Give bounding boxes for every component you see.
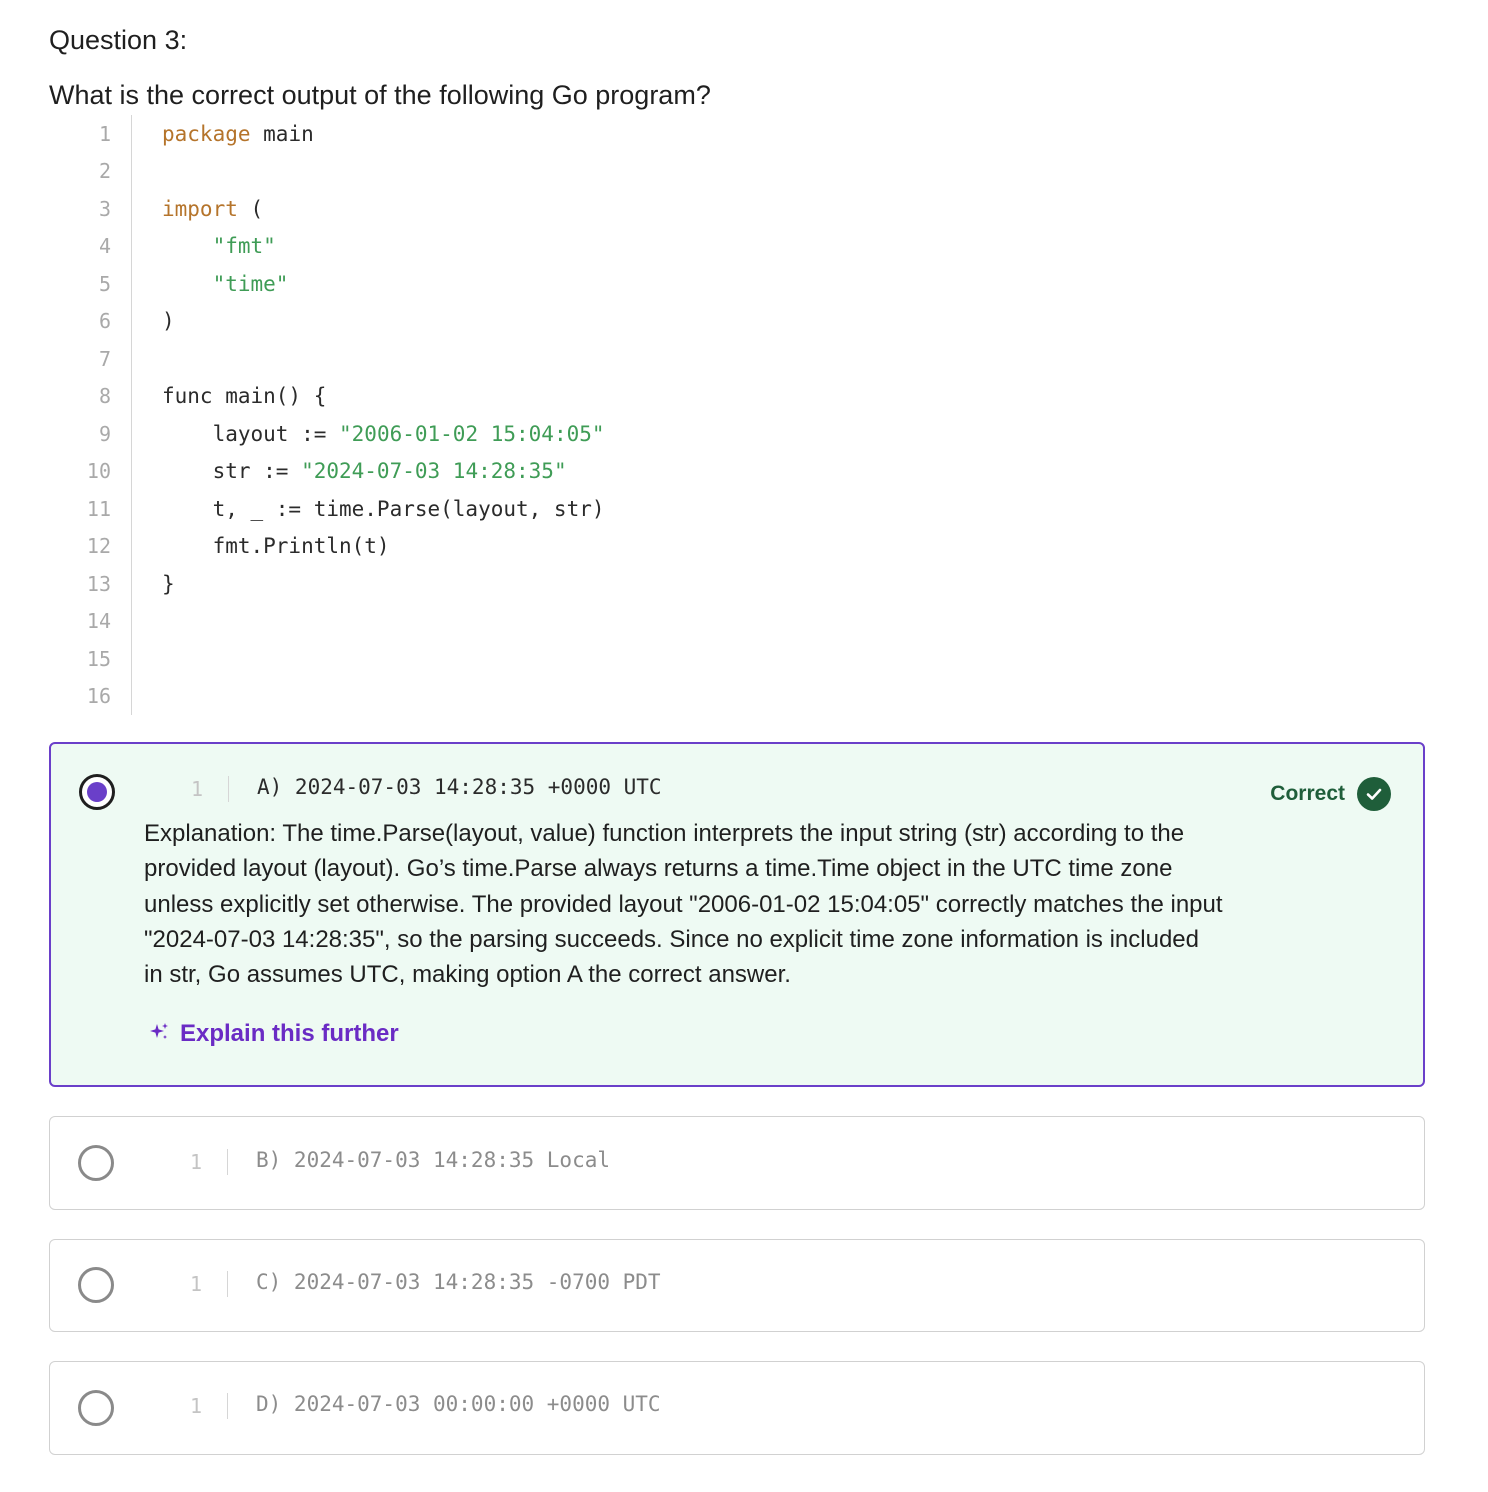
option-code: D) 2024-07-03 00:00:00 +0000 UTC [256, 1392, 661, 1416]
gutter-divider [131, 528, 132, 566]
code-text: "fmt" [162, 234, 276, 259]
code-text: } [162, 571, 175, 596]
explanation-text: Explanation: The time.Parse(layout, value) function interprets the input string (str) according to the provided layout (layout). Go’s time.Parse always returns a time.Time object in the UTC time zone unless explicitly set otherwise. The provided layout "2006-01-02 15:04:05" correctly matches the input "2024-07-03 14:28:35", so the parsing succeeds. Since no explicit time zone information is included in str, Go assumes UTC, making option A the correct answer. [144, 820, 1223, 989]
answer-option-d[interactable] [49, 1361, 1425, 1455]
code-line [49, 528, 1425, 566]
code-line [49, 490, 1425, 528]
option-gutter-divider [228, 776, 229, 802]
gutter-divider [131, 228, 132, 266]
code-line [49, 565, 1425, 603]
code-line [49, 340, 1425, 378]
code-line [49, 415, 1425, 453]
code-text: fmt.Println(t) [162, 534, 390, 559]
option-line-number: 1 [191, 777, 204, 801]
gutter-divider [131, 490, 132, 528]
gutter-divider [131, 153, 132, 191]
sparkle-icon [148, 1021, 170, 1048]
explain-further-label: Explain this further [180, 1020, 399, 1047]
gutter-divider [131, 378, 132, 416]
line-number: 14 [86, 609, 111, 634]
radio-button-d[interactable] [78, 1390, 114, 1426]
line-number: 13 [86, 571, 111, 596]
code-text: package main [162, 121, 314, 146]
question-prompt: What is the correct output of the following Go program? [49, 80, 711, 110]
gutter-divider [131, 565, 132, 603]
gutter-divider [131, 340, 132, 378]
line-number: 8 [98, 384, 111, 409]
code-line [49, 378, 1425, 416]
gutter-divider [131, 303, 132, 341]
answer-option-c[interactable] [49, 1239, 1425, 1332]
code-text: func main() { [162, 384, 327, 409]
code-block [49, 115, 1425, 715]
line-number: 4 [98, 234, 111, 259]
radio-button-a[interactable] [79, 774, 115, 810]
code-text: layout := "2006-01-02 15:04:05" [162, 421, 605, 446]
check-circle-icon [1357, 777, 1391, 811]
code-text: str := "2024-07-03 14:28:35" [162, 459, 567, 484]
code-line [49, 303, 1425, 341]
gutter-divider [131, 453, 132, 491]
correct-badge [1270, 777, 1391, 811]
option-gutter-divider [227, 1271, 228, 1297]
gutter-divider [131, 640, 132, 678]
explain-further-button[interactable] [148, 1020, 399, 1048]
code-line [49, 190, 1425, 228]
option-gutter-divider [227, 1393, 228, 1419]
gutter-divider [131, 190, 132, 228]
line-number: 3 [98, 196, 111, 221]
answer-option-a[interactable] [49, 742, 1425, 1087]
option-code: B) 2024-07-03 14:28:35 Local [256, 1148, 611, 1172]
line-number: 12 [86, 534, 111, 559]
code-text: import ( [162, 196, 264, 221]
option-line-number: 1 [190, 1272, 203, 1296]
correct-label: Correct [1270, 782, 1345, 805]
code-text: "time" [162, 271, 289, 296]
gutter-divider [131, 415, 132, 453]
option-line-number: 1 [190, 1150, 203, 1174]
code-line [49, 678, 1425, 716]
radio-button-c[interactable] [78, 1267, 114, 1303]
code-line [49, 453, 1425, 491]
line-number: 10 [86, 459, 111, 484]
answer-option-b[interactable] [49, 1116, 1425, 1210]
question-label: Question 3: [49, 25, 188, 55]
line-number: 1 [98, 121, 111, 146]
code-line [49, 265, 1425, 303]
gutter-divider [131, 115, 132, 153]
line-number: 16 [86, 684, 111, 709]
option-line-number: 1 [190, 1394, 203, 1418]
option-code: C) 2024-07-03 14:28:35 -0700 PDT [256, 1270, 661, 1294]
gutter-divider [131, 265, 132, 303]
line-number: 9 [98, 421, 111, 446]
line-number: 2 [98, 159, 111, 184]
code-line [49, 153, 1425, 191]
code-line [49, 115, 1425, 153]
line-number: 15 [86, 646, 111, 671]
code-text: ) [162, 309, 175, 334]
line-number: 6 [98, 309, 111, 334]
gutter-divider [131, 603, 132, 641]
code-line [49, 228, 1425, 266]
code-text: t, _ := time.Parse(layout, str) [162, 496, 605, 521]
code-line [49, 640, 1425, 678]
option-gutter-divider [227, 1149, 228, 1175]
line-number: 11 [86, 496, 111, 521]
line-number: 5 [98, 271, 111, 296]
code-line [49, 603, 1425, 641]
radio-button-b[interactable] [78, 1145, 114, 1181]
option-code: A) 2024-07-03 14:28:35 +0000 UTC [257, 775, 662, 799]
line-number: 7 [98, 346, 111, 371]
gutter-divider [131, 678, 132, 716]
